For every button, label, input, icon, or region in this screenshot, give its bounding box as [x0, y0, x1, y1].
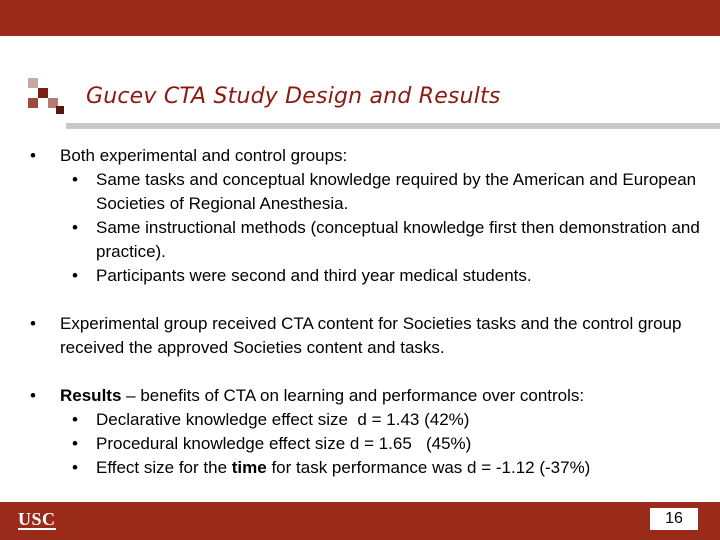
sub-bullet-1-2: [30, 216, 710, 264]
sub-bullet-text: Declarative knowledge effect size d = 1.43 (42%): [96, 410, 470, 429]
bullet-icon: •: [30, 314, 36, 333]
bullet-3: [30, 384, 710, 408]
bullet-icon: •: [30, 146, 36, 165]
bullet-icon: •: [30, 386, 36, 405]
bullet-icon: •: [72, 170, 78, 189]
usc-logo: USC: [18, 509, 56, 529]
sub-bullet-text: Same instructional methods (conceptual knowledge first then demonstration and practice).: [96, 218, 700, 261]
bullet-icon: •: [72, 266, 78, 285]
bullet-1-text: Both experimental and control groups:: [60, 146, 348, 165]
bullet-icon: •: [72, 410, 78, 429]
bullet-2: [30, 312, 710, 360]
bullet-3-text: – benefits of CTA on learning and performance over controls:: [121, 386, 585, 405]
sub-bullet-text-pre: Effect size for the: [96, 458, 232, 477]
slide-title: Gucev CTA Study Design and Results: [86, 84, 501, 109]
sub-bullet-3-3: [30, 456, 710, 480]
slide-content: [30, 144, 710, 480]
sub-bullet-text: Participants were second and third year medical students.: [96, 266, 532, 285]
top-bar: [0, 0, 720, 36]
sub-bullet-3-1: [30, 408, 710, 432]
time-emphasis: time: [231, 458, 267, 477]
bullet-1: [30, 144, 710, 168]
sub-bullet-3-2: [30, 432, 710, 456]
sub-bullet-text: Same tasks and conceptual knowledge required by the American and European Societies of Regional Anesthesia.: [96, 170, 697, 213]
sub-bullet-1-1: [30, 168, 710, 216]
page-number: 16: [665, 510, 683, 527]
bullet-icon: •: [72, 434, 78, 453]
bullet-2-text: Experimental group received CTA content for Societies tasks and the control group received the approved Societies content and tasks.: [60, 314, 682, 357]
squares-logo-icon: [28, 78, 68, 112]
bullet-icon: •: [72, 218, 78, 237]
sub-bullet-1-3: [30, 264, 710, 288]
results-label: Results: [60, 386, 122, 405]
bottom-bar: [0, 502, 720, 540]
bullet-icon: •: [72, 458, 78, 477]
sub-bullet-text: Procedural knowledge effect size d = 1.65 (45%): [96, 434, 472, 453]
sub-bullet-text-post: for task performance was d = -1.12 (-37%): [266, 458, 591, 477]
title-divider: [66, 123, 720, 129]
